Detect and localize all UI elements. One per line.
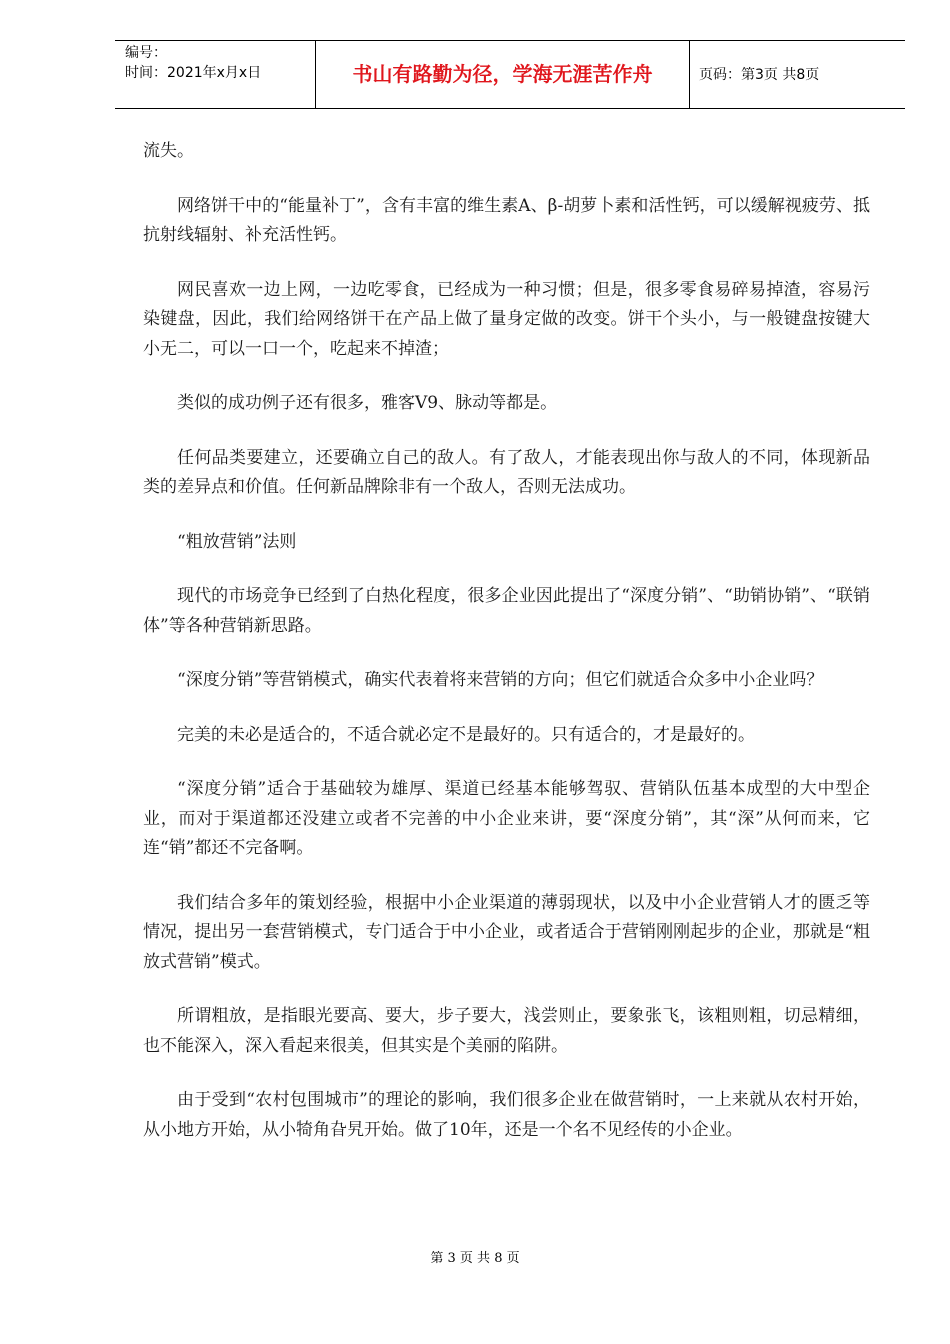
page-header bbox=[115, 40, 905, 109]
page-footer: 第 3 页 共 8 页 bbox=[430, 1251, 520, 1266]
section-heading: “粗放营销”法则 bbox=[177, 531, 297, 552]
paragraph: 类似的成功例子还有很多，雅客V9、脉动等都是。 bbox=[177, 393, 558, 413]
paragraph: 任何品类要建立，还要确立自己的敌人。有了敌人，才能表现出你与敌人的不同，体现新品类的差异点和价值。任何新品牌除非有一个敌人，否则无法成功。 bbox=[143, 447, 870, 497]
paragraph: 完美的未必是适合的，不适合就必定不是最好的。只有适合的，才是最好的。 bbox=[177, 724, 755, 745]
document-body bbox=[143, 137, 870, 1170]
paragraph: 网络饼干中的“能量补丁”，含有丰富的维生素A、β-胡萝卜素和活性钙，可以缓解视疲劳、抵抗射线辐射、补充活性钙。 bbox=[143, 195, 870, 245]
paragraph: “深度分销”适合于基础较为雄厚、渠道已经基本能够驾驭、营销队伍基本成型的大中型企业，而对于渠道都还没建立或者不完善的中小企业来讲，要“深度分销”，其“深”从何而来，它连“销”都还不完备啊。 bbox=[143, 779, 870, 858]
header-page-number: 页码：第3页 共8页 bbox=[699, 67, 820, 83]
document-number-label: 编号： bbox=[125, 45, 167, 61]
header-divider bbox=[689, 41, 690, 108]
paragraph: “深度分销”等营销模式，确实代表着将来营销的方向；但它们就适合众多中小企业吗？ bbox=[177, 670, 824, 690]
paragraph: 所谓粗放，是指眼光要高、要大，步子要大，浅尝则止，要象张飞，该粗则粗，切忌精细，也不能深入，深入看起来很美，但其实是个美丽的陷阱。 bbox=[143, 1006, 870, 1056]
document-time-label: 时间：2021年x月x日 bbox=[125, 65, 262, 81]
paragraph: 现代的市场竞争已经到了白热化程度，很多企业因此提出了“深度分销”、“助销协销”、“联销体”等各种营销新思路。 bbox=[143, 586, 870, 636]
paragraph: 我们结合多年的策划经验，根据中小企业渠道的薄弱现状，以及中小企业营销人才的匮乏等情况，提出另一套营销模式，专门适合于中小企业，或者适合于营销刚刚起步的企业，那就是“粗放式营销”模式。 bbox=[143, 892, 870, 972]
paragraph-continued: 流失。 bbox=[143, 141, 194, 161]
paragraph: 网民喜欢一边上网，一边吃零食，已经成为一种习惯；但是，很多零食易碎易掉渣，容易污染键盘，因此，我们给网络饼干在产品上做了量身定做的改变。饼干个头小，与一般键盘按键大小无二，可以一口一个，吃起来不掉渣； bbox=[143, 279, 870, 359]
header-meta bbox=[125, 43, 261, 83]
header-motto: 书山有路勤为径，学海无涯苦作舟 bbox=[352, 62, 653, 86]
paragraph: 由于受到“农村包围城市”的理论的影响，我们很多企业在做营销时，一上来就从农村开始，从小地方开始，从小犄角旮旯开始。做了10年，还是一个名不见经传的小企业。 bbox=[143, 1090, 870, 1140]
